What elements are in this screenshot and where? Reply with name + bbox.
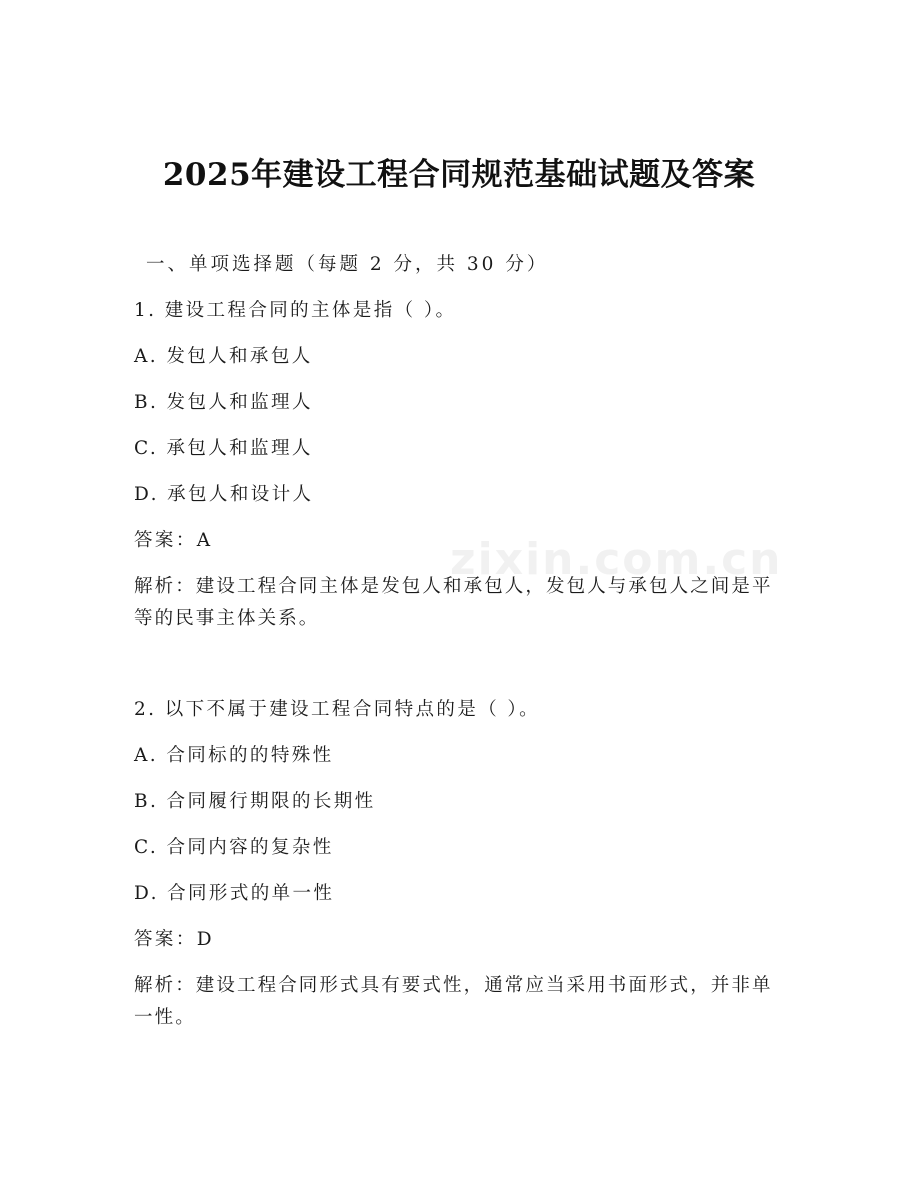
option-b: B. 合同履行期限的长期性: [134, 791, 376, 812]
question-stem: 2. 以下不属于建设工程合同特点的是（ ）。: [134, 699, 540, 720]
option-b: B. 发包人和监理人: [134, 392, 313, 413]
option-d: D. 承包人和设计人: [134, 484, 314, 505]
answer: 答案：D: [134, 929, 214, 950]
question-1: [134, 288, 773, 635]
document-title: 2025年建设工程合同规范基础试题及答案: [162, 157, 756, 193]
answer: 答案：A: [134, 530, 213, 551]
analysis: 解析：建设工程合同主体是发包人和承包人，发包人与承包人之间是平等的民事主体关系。: [134, 576, 773, 629]
option-a: A. 合同标的的特殊性: [134, 745, 334, 766]
question-2: [134, 687, 773, 1034]
watermark: zixin.com.cn: [450, 534, 783, 585]
question-stem: 1. 建设工程合同的主体是指（ ）。: [134, 300, 457, 321]
option-a: A. 发包人和承包人: [134, 346, 313, 367]
option-c: C. 合同内容的复杂性: [134, 837, 334, 858]
option-d: D. 合同形式的单一性: [134, 883, 335, 904]
spacer: [134, 635, 770, 687]
analysis: 解析：建设工程合同形式具有要式性，通常应当采用书面形式，并非单一性。: [134, 975, 773, 1028]
section-heading: 一、单项选择题（每题 2 分，共 30 分）: [146, 254, 549, 275]
option-c: C. 承包人和监理人: [134, 438, 313, 459]
